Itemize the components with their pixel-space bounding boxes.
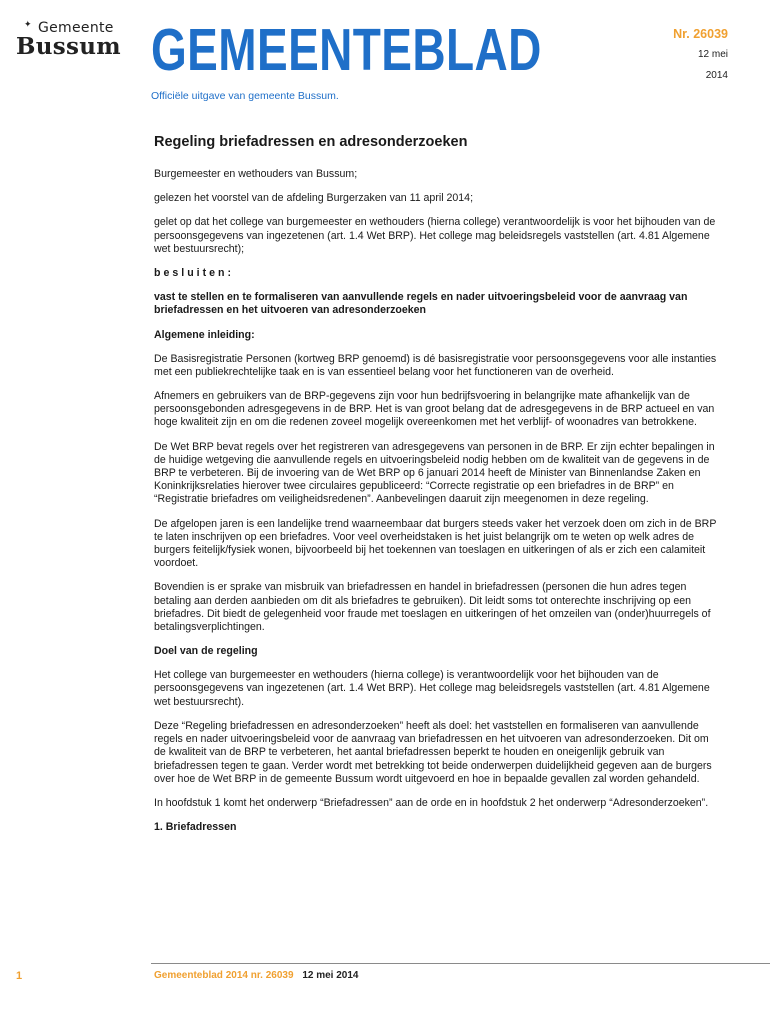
- intro-paragraph: gelezen het voorstel van de afdeling Burgerzaken van 11 april 2014;: [154, 192, 474, 205]
- document-title: Regeling briefadressen en adresonderzoeken: [154, 134, 468, 150]
- footer-publication: Gemeenteblad 2014 nr. 26039: [154, 970, 294, 981]
- municipality-logo: [16, 22, 136, 58]
- document-body: [154, 132, 720, 834]
- body-paragraph: Het college van burgemeester en wethouders (hierna college) is verantwoordelijk voor het bijhouden van de persoonsgegevens van ingezetenen (art. 1.4 Wet BRP). Het college mag beleidsregels vaststellen (art. 4.81 Algemene wet bestuursrecht).: [154, 669, 710, 708]
- intro-paragraph: gelet op dat het college van burgemeester en wethouders (hierna college) verantwoordelijk is voor het bijhouden van de persoonsgegevens van ingezetenen (art. 1.4 Wet BRP). Het college mag beleidsregels vaststellen (art. 4.81 Algemene wet bestuursrecht);: [154, 216, 716, 255]
- logo-emblem-icon: ✦: [24, 20, 32, 30]
- decision-text: vast te stellen en te formaliseren van aanvullende regels en nader uitvoeringsbeleid voor de aanvraag van briefadressen en het uitvoeren van adresonderzoeken: [154, 291, 688, 317]
- besluiten-label: besluiten:: [154, 267, 235, 280]
- intro-paragraph: Burgemeester en wethouders van Bussum;: [154, 168, 358, 180]
- issue-year: 2014: [705, 70, 728, 81]
- chapter-heading-briefadressen: 1. Briefadressen: [154, 821, 237, 834]
- issue-number: Nr. 26039: [673, 27, 728, 41]
- body-paragraph: De Basisregistratie Personen (kortweg BRP genoemd) is dé basisregistratie voor persoonsgegevens voor alle instanties met een publiekrechtelijke taak en is van essentieel belang voor het functioneren van de overheid.: [154, 352, 717, 378]
- page-number: 1: [16, 970, 23, 982]
- body-paragraph: De Wet BRP bevat regels over het registreren van adresgegevens van personen in de BRP. Er zijn echter bepalingen in de huidige wetgeving die aanvullende regels en uitvoeringsbeleid nodig hebben om de kwaliteit van de gegevens in de BRP te verbeteren. Bij de invoering van de Wet BRP op 6 januari 2014 heeft de Minister van Binnenlandse Zaken en Koninkrijksrelaties hierover twee circulaires gepubliceerd: “Correcte registratie op een briefadres in de BRP” en “Registratie briefadres om veiligheidsredenen”. Aanbevelingen daaruit zijn meegenomen in deze regeling.: [154, 440, 715, 506]
- footer-date: 12 mei 2014: [302, 970, 359, 981]
- body-paragraph: In hoofdstuk 1 komt het onderwerp “Briefadressen” aan de orde en in hoofdstuk 2 het onderwerp “Adresonderzoeken”.: [154, 796, 709, 809]
- section-heading-inleiding: Algemene inleiding:: [154, 328, 255, 341]
- footer-citation: [154, 970, 358, 981]
- body-paragraph: Deze “Regeling briefadressen en adresonderzoeken” heeft als doel: het vaststellen en formaliseren van aanvullende regels en nader uitvoeringsbeleid voor de aanvraag van briefadressen en het uitvoeren van adresonderzoeken. Dit om de kwaliteit van de BRP te verbeteren, het aantal briefadressen beperkt te houden en oneigenlijk gebruik van briefadressen tegen te gaan. Verder wordt met betrekking tot beide onderwerpen duidelijkheid gegeven aan de burgers over hoe de Wet BRP in de gemeente Bussum wordt uitgevoerd en hoe in bepaalde gevallen zal worden gehandeld.: [154, 719, 712, 785]
- body-paragraph: Bovendien is er sprake van misbruik van briefadressen en handel in briefadressen (personen die hun adres tegen betaling aan derden aanbieden om dit als briefadres te gebruiken). Dit leidt soms tot onterechte inschrijving op een briefadres. Dit biedt de gelegenheid voor fraude met toeslagen en uitkeringen of het omzeilen van (onder)huurregels of betalingsverplichtingen.: [154, 581, 711, 634]
- masthead-title: GEMEENTEBLAD: [151, 17, 542, 83]
- masthead-subtitle: Officiële uitgave van gemeente Bussum.: [151, 90, 339, 102]
- issue-date: 12 mei: [697, 49, 728, 60]
- logo-bussum-text: Bussum: [16, 33, 121, 60]
- issue-info: [673, 27, 728, 82]
- section-heading-doel: Doel van de regeling: [154, 645, 258, 658]
- logo-gemeente-text: Gemeente: [38, 20, 114, 36]
- footer-divider: [151, 963, 770, 964]
- body-paragraph: Afnemers en gebruikers van de BRP-gegevens zijn voor hun bedrijfsvoering in belangrijke mate afhankelijk van de persoonsgebonden adresgegevens in de BRP. Het is van groot belang dat de adresgegevens in de BRP actueel en van hoge kwaliteit zijn en om die redenen zoveel mogelijk overeenkomen met het verblijf- of woonadres van betrokkene.: [154, 390, 715, 429]
- body-paragraph: De afgelopen jaren is een landelijke trend waarneembaar dat burgers steeds vaker het verzoek doen om zich in de BRP te laten inschrijven op een briefadres. Voor veel overheidstaken is het juist belangrijk om te weten op welk adres de burgers feitelijk/fysiek wonen, bijvoorbeeld bij het toekennen van toeslagen en uitkeringen of als er zich een calamiteit voordoet.: [154, 517, 717, 570]
